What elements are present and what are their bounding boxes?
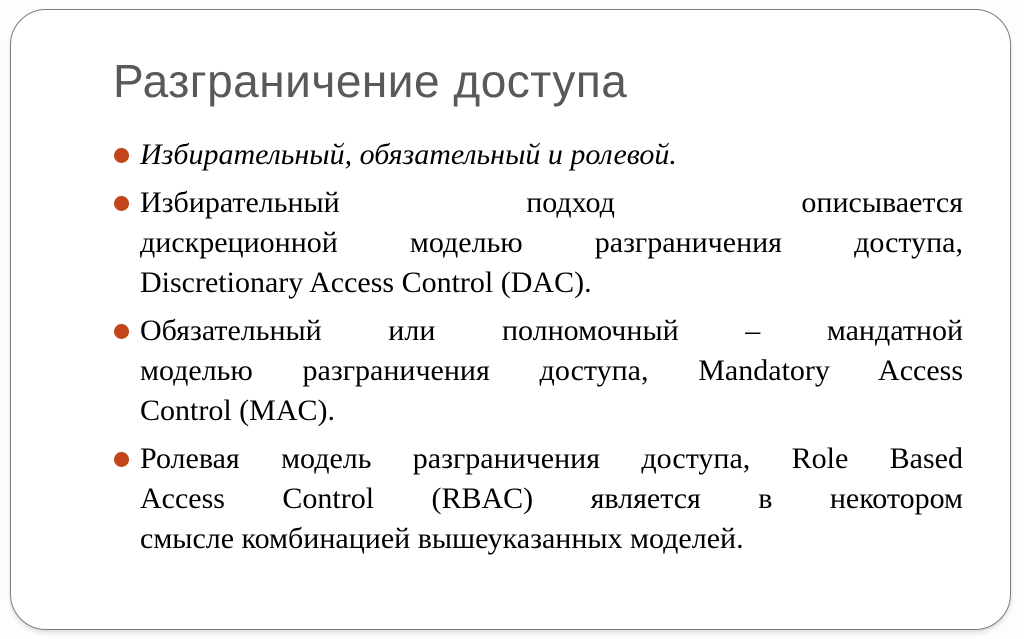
bullet-marker: [114, 148, 129, 163]
bullet-line: Control (MAC).: [140, 394, 335, 427]
slide-title: Разграничение доступа: [113, 55, 628, 107]
bullet-line: Обязательный или полномочный – мандатной: [140, 314, 963, 347]
bullet-line: Избирательный подход описывается: [140, 186, 963, 219]
bullet-marker: [114, 452, 129, 467]
bullet-item: [113, 183, 963, 303]
bullet-line: Ролевая модель разграничения доступа, Role Based: [140, 442, 963, 475]
bullet-item: [113, 135, 963, 175]
bullet-line: Избирательный, обязательный и ролевой.: [140, 138, 677, 171]
bullet-line: Access Control (RBAC) является в некотором: [140, 482, 963, 515]
bullet-marker: [114, 324, 129, 339]
bullet-line: моделью разграничения доступа, Mandatory Access: [140, 354, 963, 387]
bullet-list: [113, 135, 963, 567]
bullet-marker: [114, 196, 129, 211]
bullet-line: Discretionary Access Control (DAC).: [140, 266, 592, 299]
bullet-item: [113, 311, 963, 431]
bullet-line: смысле комбинацией вышеуказанных моделей.: [140, 522, 744, 555]
bullet-item: [113, 439, 963, 559]
bullet-line: дискреционной моделью разграничения доступа,: [140, 226, 963, 259]
